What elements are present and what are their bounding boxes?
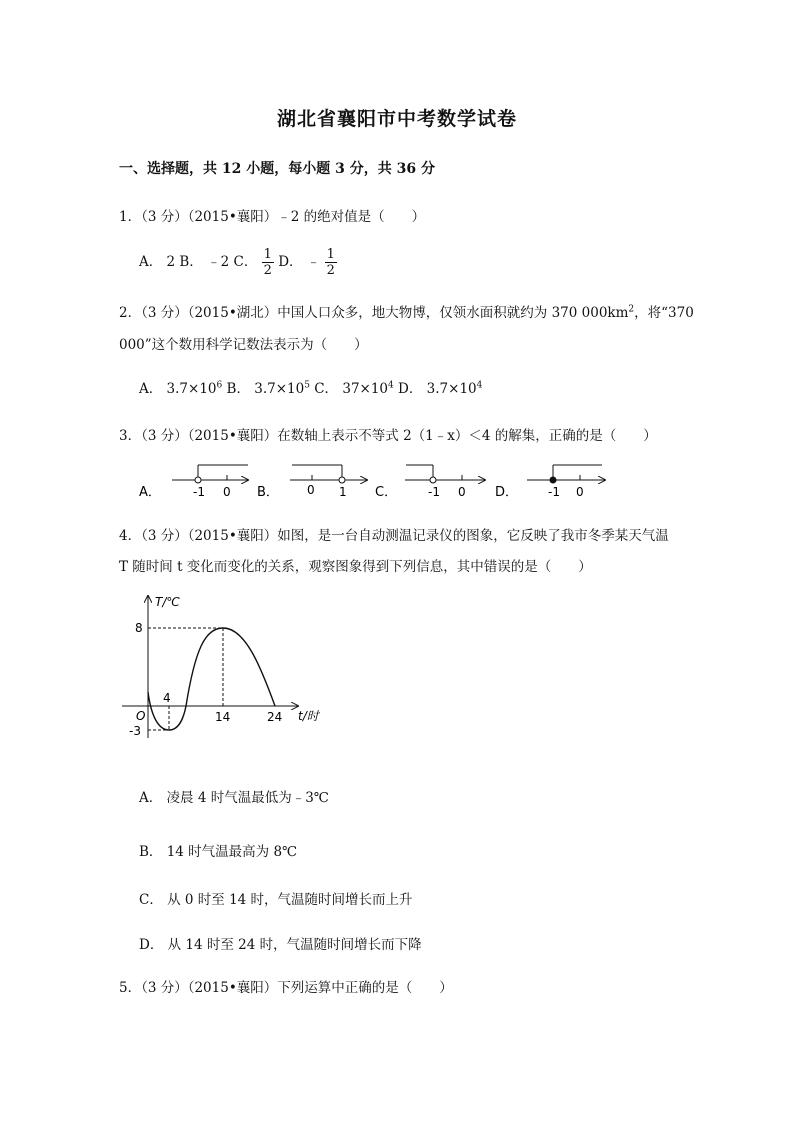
svg-text:0: 0 (576, 485, 584, 499)
question-3-number-lines (120, 455, 620, 505)
q1-fraction-d: $\frac{1}{2}$ (326, 247, 335, 278)
question-4-stem-line2: T 随时间 t 变化而变化的关系，观察图象得到下列信息，其中错误的是（ ） (119, 559, 592, 575)
question-2-stem-line1: 2．（3 分）（2015•湖北）中国人口众多，地大物博，仅领水面积就约为 370 $000km^2$，将“370 (119, 304, 694, 321)
q1-fraction-c: $\frac{1}{2}$ (263, 247, 272, 278)
q3-label-c: C． (375, 485, 398, 500)
x-tick-14: 14 (215, 710, 231, 724)
q3-label-d: D． (495, 485, 519, 500)
svg-text:1: 1 (339, 485, 347, 499)
question-4-option-d: D． 从 14 时至 24 时，气温随时间增长而下降 (139, 937, 422, 953)
question-2-options: A． $3.7\times 10^6$ B． $3.7\times 10^5$ C． $37\times 10^4$ D． $3.7\times 10^4$ (139, 380, 483, 397)
question-1-options (139, 248, 337, 277)
question-3-stem: 3．（3 分）（2015•襄阳）在数轴上表示不等式 2（1﹣x）＜4 的解集，正确的是（ ） (119, 428, 657, 444)
svg-text:-1: -1 (193, 485, 205, 499)
x-tick-24: 24 (267, 710, 283, 724)
y-tick-min: -3 (129, 724, 141, 738)
svg-text:-1: -1 (428, 485, 440, 499)
y-axis-label: T/℃ (155, 595, 180, 609)
question-4-option-c: C． 从 0 时至 14 时，气温随时间增长而上升 (139, 892, 413, 908)
svg-text:0: 0 (458, 485, 466, 499)
q3-number-line-c (405, 465, 485, 499)
question-4-option-b: B． 14 时气温最高为 8℃ (139, 844, 298, 860)
question-5-stem: 5．（3 分）（2015•襄阳）下列运算中正确的是（ ） (119, 980, 453, 996)
svg-text:0: 0 (307, 483, 315, 497)
q1-options-abc: A． 2 B． ﹣2 C． (139, 254, 258, 270)
question-4-stem-line1: 4．（3 分）（2015•襄阳）如图，是一台自动测温记录仪的图象，它反映了我市冬季某天气温 (119, 528, 669, 544)
temperature-curve (148, 628, 275, 730)
y-tick-max: 8 (135, 621, 143, 635)
origin-label: O (136, 709, 146, 723)
svg-text:0: 0 (223, 485, 231, 499)
question-4-temperature-graph (120, 590, 340, 750)
page-title: 湖北省襄阳市中考数学试卷 (276, 108, 517, 130)
question-2-stem-line2: 000”这个数用科学记数法表示为（ ） (119, 337, 368, 353)
x-axis-label: t/时 (298, 709, 319, 723)
x-tick-4: 4 (163, 691, 171, 705)
question-1-stem: 1．（3 分）（2015•襄阳）﹣2 的绝对值是（ ） (119, 209, 426, 225)
q3-number-line-a (172, 465, 248, 499)
svg-text:-1: -1 (548, 485, 560, 499)
q3-label-b: B． (257, 485, 279, 500)
q1-option-d: D． ﹣ (278, 254, 321, 270)
section-heading: 一、选择题，共 12 小题，每小题 3 分，共 36 分 (119, 161, 435, 177)
q3-number-line-d (527, 465, 605, 499)
q3-label-a: A． (139, 485, 161, 500)
question-4-option-a: A． 凌晨 4 时气温最低为﹣3℃ (139, 790, 329, 806)
q3-number-line-b (290, 465, 367, 499)
